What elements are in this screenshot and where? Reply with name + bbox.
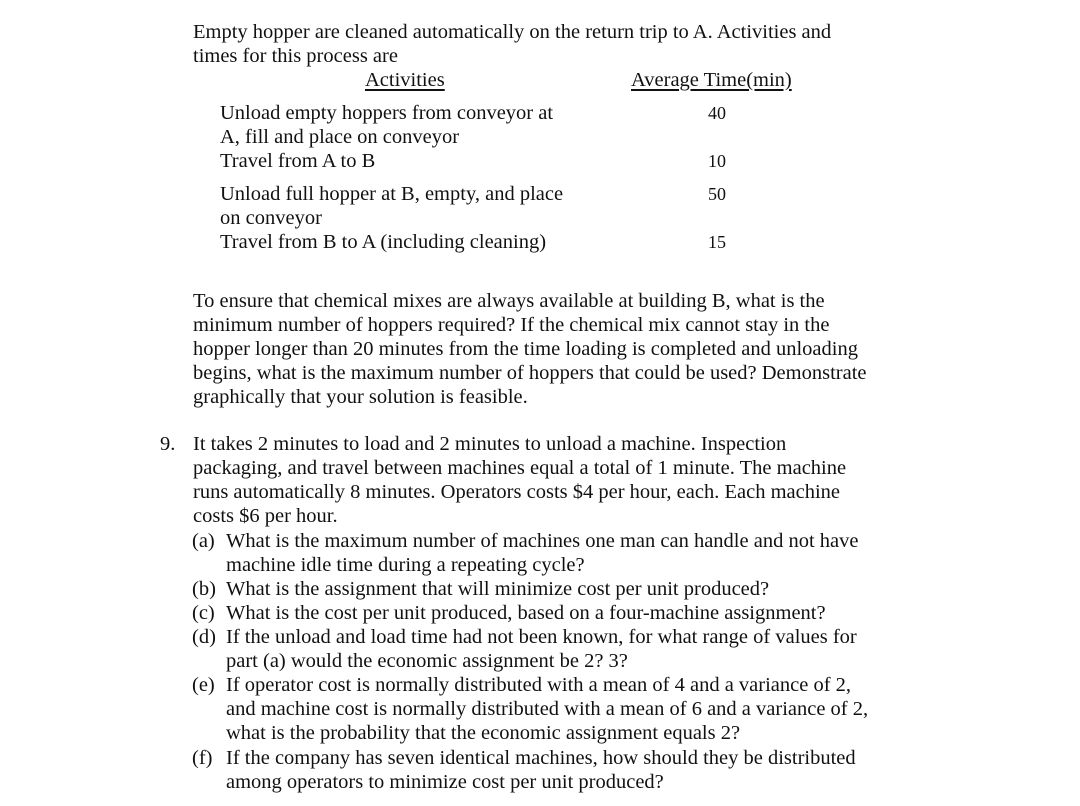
part-line: If operator cost is normally distributed with a mean of 4 and a variance of 2, <box>226 674 852 696</box>
part-line: machine idle time during a repeating cycle? <box>226 554 585 576</box>
problem-part-d <box>192 625 857 673</box>
table-row-time: 40 <box>708 103 726 123</box>
question-line: hopper longer than 20 minutes from the time loading is completed and unloading <box>193 338 858 360</box>
part-label: (d) <box>192 626 216 648</box>
activity-line: A, fill and place on conveyor <box>220 126 460 148</box>
question-paragraph <box>193 289 867 409</box>
problem-part-c <box>192 601 826 625</box>
part-line: part (a) would the economic assignment be 2? 3? <box>226 650 628 672</box>
activity-line: Travel from A to B <box>220 150 376 172</box>
part-label: (e) <box>192 674 215 696</box>
average-time-header: Average Time(min) <box>631 69 792 91</box>
part-line: and machine cost is normally distributed with a mean of 6 and a variance of 2, <box>226 698 869 720</box>
part-line: what is the probability that the economic assignment equals 2? <box>226 722 741 744</box>
table-row-activity <box>220 230 546 254</box>
part-line: If the company has seven identical machines, how should they be distributed <box>226 747 856 769</box>
stem-line: costs $6 per hour. <box>193 505 338 527</box>
activity-line: on conveyor <box>220 207 322 229</box>
problem-part-b <box>192 577 769 601</box>
intro-paragraph <box>193 20 831 68</box>
part-line: If the unload and load time had not been known, for what range of values for <box>226 626 857 648</box>
part-label: (b) <box>192 578 216 600</box>
part-line: What is the assignment that will minimize cost per unit produced? <box>226 578 770 600</box>
part-label: (a) <box>192 530 215 552</box>
question-line: To ensure that chemical mixes are always available at building B, what is the <box>193 290 825 312</box>
part-label: (c) <box>192 602 215 624</box>
activities-header: Activities <box>365 69 445 91</box>
part-line: What is the maximum number of machines one man can handle and not have <box>226 530 859 552</box>
stem-line: packaging, and travel between machines equal a total of 1 minute. The machine <box>193 457 847 479</box>
activity-line: Travel from B to A (including cleaning) <box>220 231 547 253</box>
problem-part-a <box>192 529 858 577</box>
table-row-activity <box>220 101 553 149</box>
activity-line: Unload empty hoppers from conveyor at <box>220 102 554 124</box>
table-row-time: 10 <box>708 151 726 171</box>
table-row-activity <box>220 182 563 230</box>
problem-part-f <box>192 746 856 794</box>
question-line: minimum number of hoppers required? If the chemical mix cannot stay in the <box>193 314 830 336</box>
question-line: begins, what is the maximum number of hoppers that could be used? Demonstrate <box>193 362 867 384</box>
activity-line: Unload full hopper at B, empty, and place <box>220 183 564 205</box>
problem-part-e <box>192 673 868 745</box>
intro-line: times for this process are <box>193 45 398 67</box>
stem-line: runs automatically 8 minutes. Operators costs $4 per hour, each. Each machine <box>193 481 841 503</box>
intro-line: Empty hopper are cleaned automatically on the return trip to A. Activities and <box>193 21 832 43</box>
part-line: What is the cost per unit produced, based on a four-machine assignment? <box>226 602 826 624</box>
table-row-time: 50 <box>708 184 726 204</box>
problem-number: 9. <box>160 433 176 455</box>
part-line: among operators to minimize cost per unit produced? <box>226 771 664 793</box>
question-line: graphically that your solution is feasible. <box>193 386 528 408</box>
problem-stem <box>193 432 846 528</box>
stem-line: It takes 2 minutes to load and 2 minutes to unload a machine. Inspection <box>193 433 787 455</box>
table-row-activity <box>220 149 375 173</box>
part-label: (f) <box>192 747 213 769</box>
table-row-time: 15 <box>708 232 726 252</box>
